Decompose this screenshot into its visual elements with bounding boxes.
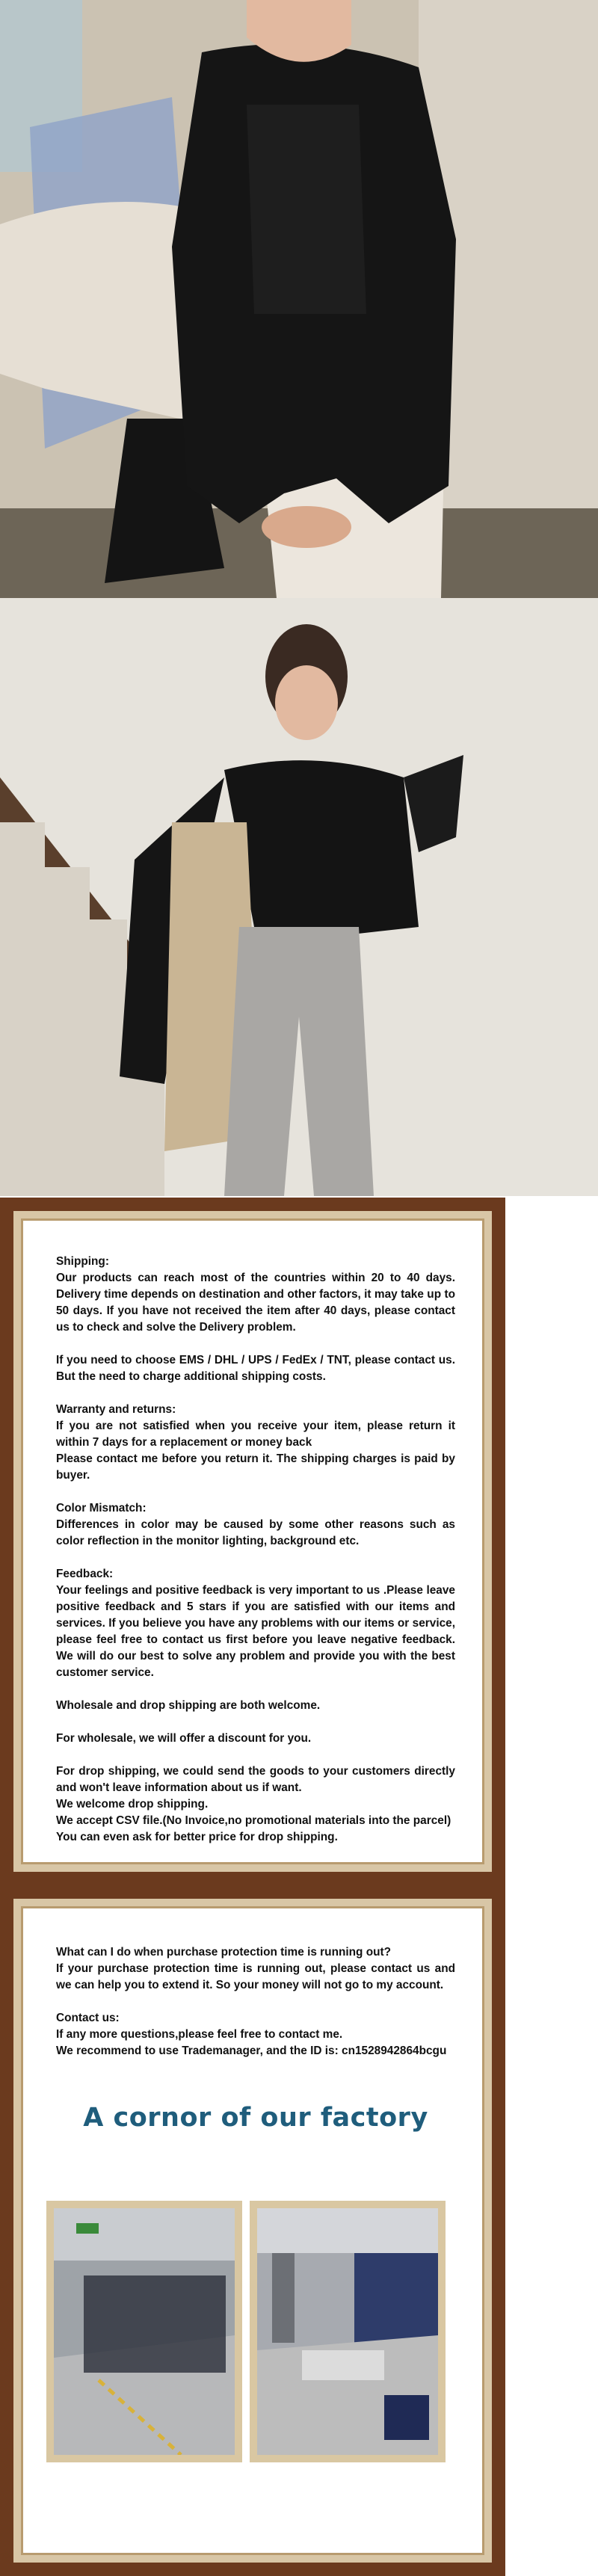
shipping-heading: Shipping: — [56, 1255, 109, 1268]
feedback-heading: Feedback: — [56, 1568, 114, 1580]
model-photo-1 — [0, 0, 598, 598]
color-mismatch-heading: Color Mismatch: — [56, 1502, 147, 1515]
protection-question: What can I do when purchase protection time is running out? — [56, 1946, 392, 1959]
drop-shipping-welcome: We welcome drop shipping. — [56, 1798, 209, 1811]
wholesale-discount-text: For wholesale, we will offer a discount for you. — [56, 1732, 312, 1745]
wholesale-text: Wholesale and drop shipping are both welcome. — [56, 1699, 321, 1712]
factory-photos — [46, 2201, 446, 2462]
express-shipping-text: If you need to choose EMS / DHL / UPS / FedEx / TNT, please contact us. But the need to charge additional shipping costs. — [56, 1354, 455, 1383]
shipping-text: Our products can reach most of the countries within 20 to 40 days. Delivery time depends on destination and other factors, it may take up to 50 days. If you have not received the item after 40 days, please contact us to check and solve the Delivery problem. — [56, 1272, 455, 1334]
factory-photo-1 — [46, 2201, 242, 2462]
better-price-text: You can even ask for better price for drop shipping. — [56, 1831, 338, 1843]
factory-photo-2 — [250, 2201, 446, 2462]
info-panel-1 — [21, 1218, 484, 1864]
factory-photo-1-illustration — [54, 2208, 235, 2455]
factory-photo-2-illustration — [257, 2208, 438, 2455]
model-photo-2-illustration — [0, 598, 598, 1196]
protection-answer: If your purchase protection time is running out, please contact us and we can help you to extend it. So your money will not go to my account. — [56, 1962, 455, 1991]
warranty-heading: Warranty and returns: — [56, 1403, 176, 1416]
model-photo-2 — [0, 598, 598, 1196]
frame-mat — [13, 1211, 492, 1872]
trademanager-text: We recommend to use Trademanager, and the ID is: cn1528942864bcgu — [56, 2045, 447, 2057]
model-photo-1-illustration — [0, 0, 598, 598]
csv-text: We accept CSV file.(No Invoice,no promotional materials into the parcel) — [56, 1814, 451, 1827]
return-contact-text: Please contact me before you return it. The shipping charges is paid by buyer. — [56, 1452, 455, 1482]
info-frame-1 — [0, 1198, 505, 1885]
factory-title: A cornor of our factory — [83, 2103, 428, 2133]
contact-heading: Contact us: — [56, 2012, 120, 2024]
contact-text: If any more questions,please feel free to contact me. — [56, 2028, 343, 2041]
drop-shipping-text: For drop shipping, we could send the goods to your customers directly and won't leave information about us if want. — [56, 1765, 455, 1794]
feedback-text: Your feelings and positive feedback is very important to us .Please leave positive feedback and 5 stars if you are satisfied with our items and services. If you believe you have any problems with our items or service, please feel free to contact us first before you leave negative feedback. We will do our best to solve any problem and provide you with the best customer service. — [56, 1584, 455, 1679]
warranty-text: If you are not satisfied when you receive your item, please return it within 7 days for a replacement or money back — [56, 1420, 455, 1449]
color-mismatch-text: Differences in color may be caused by some other reasons such as color reflection in the monitor lighting, background etc. — [56, 1518, 455, 1547]
